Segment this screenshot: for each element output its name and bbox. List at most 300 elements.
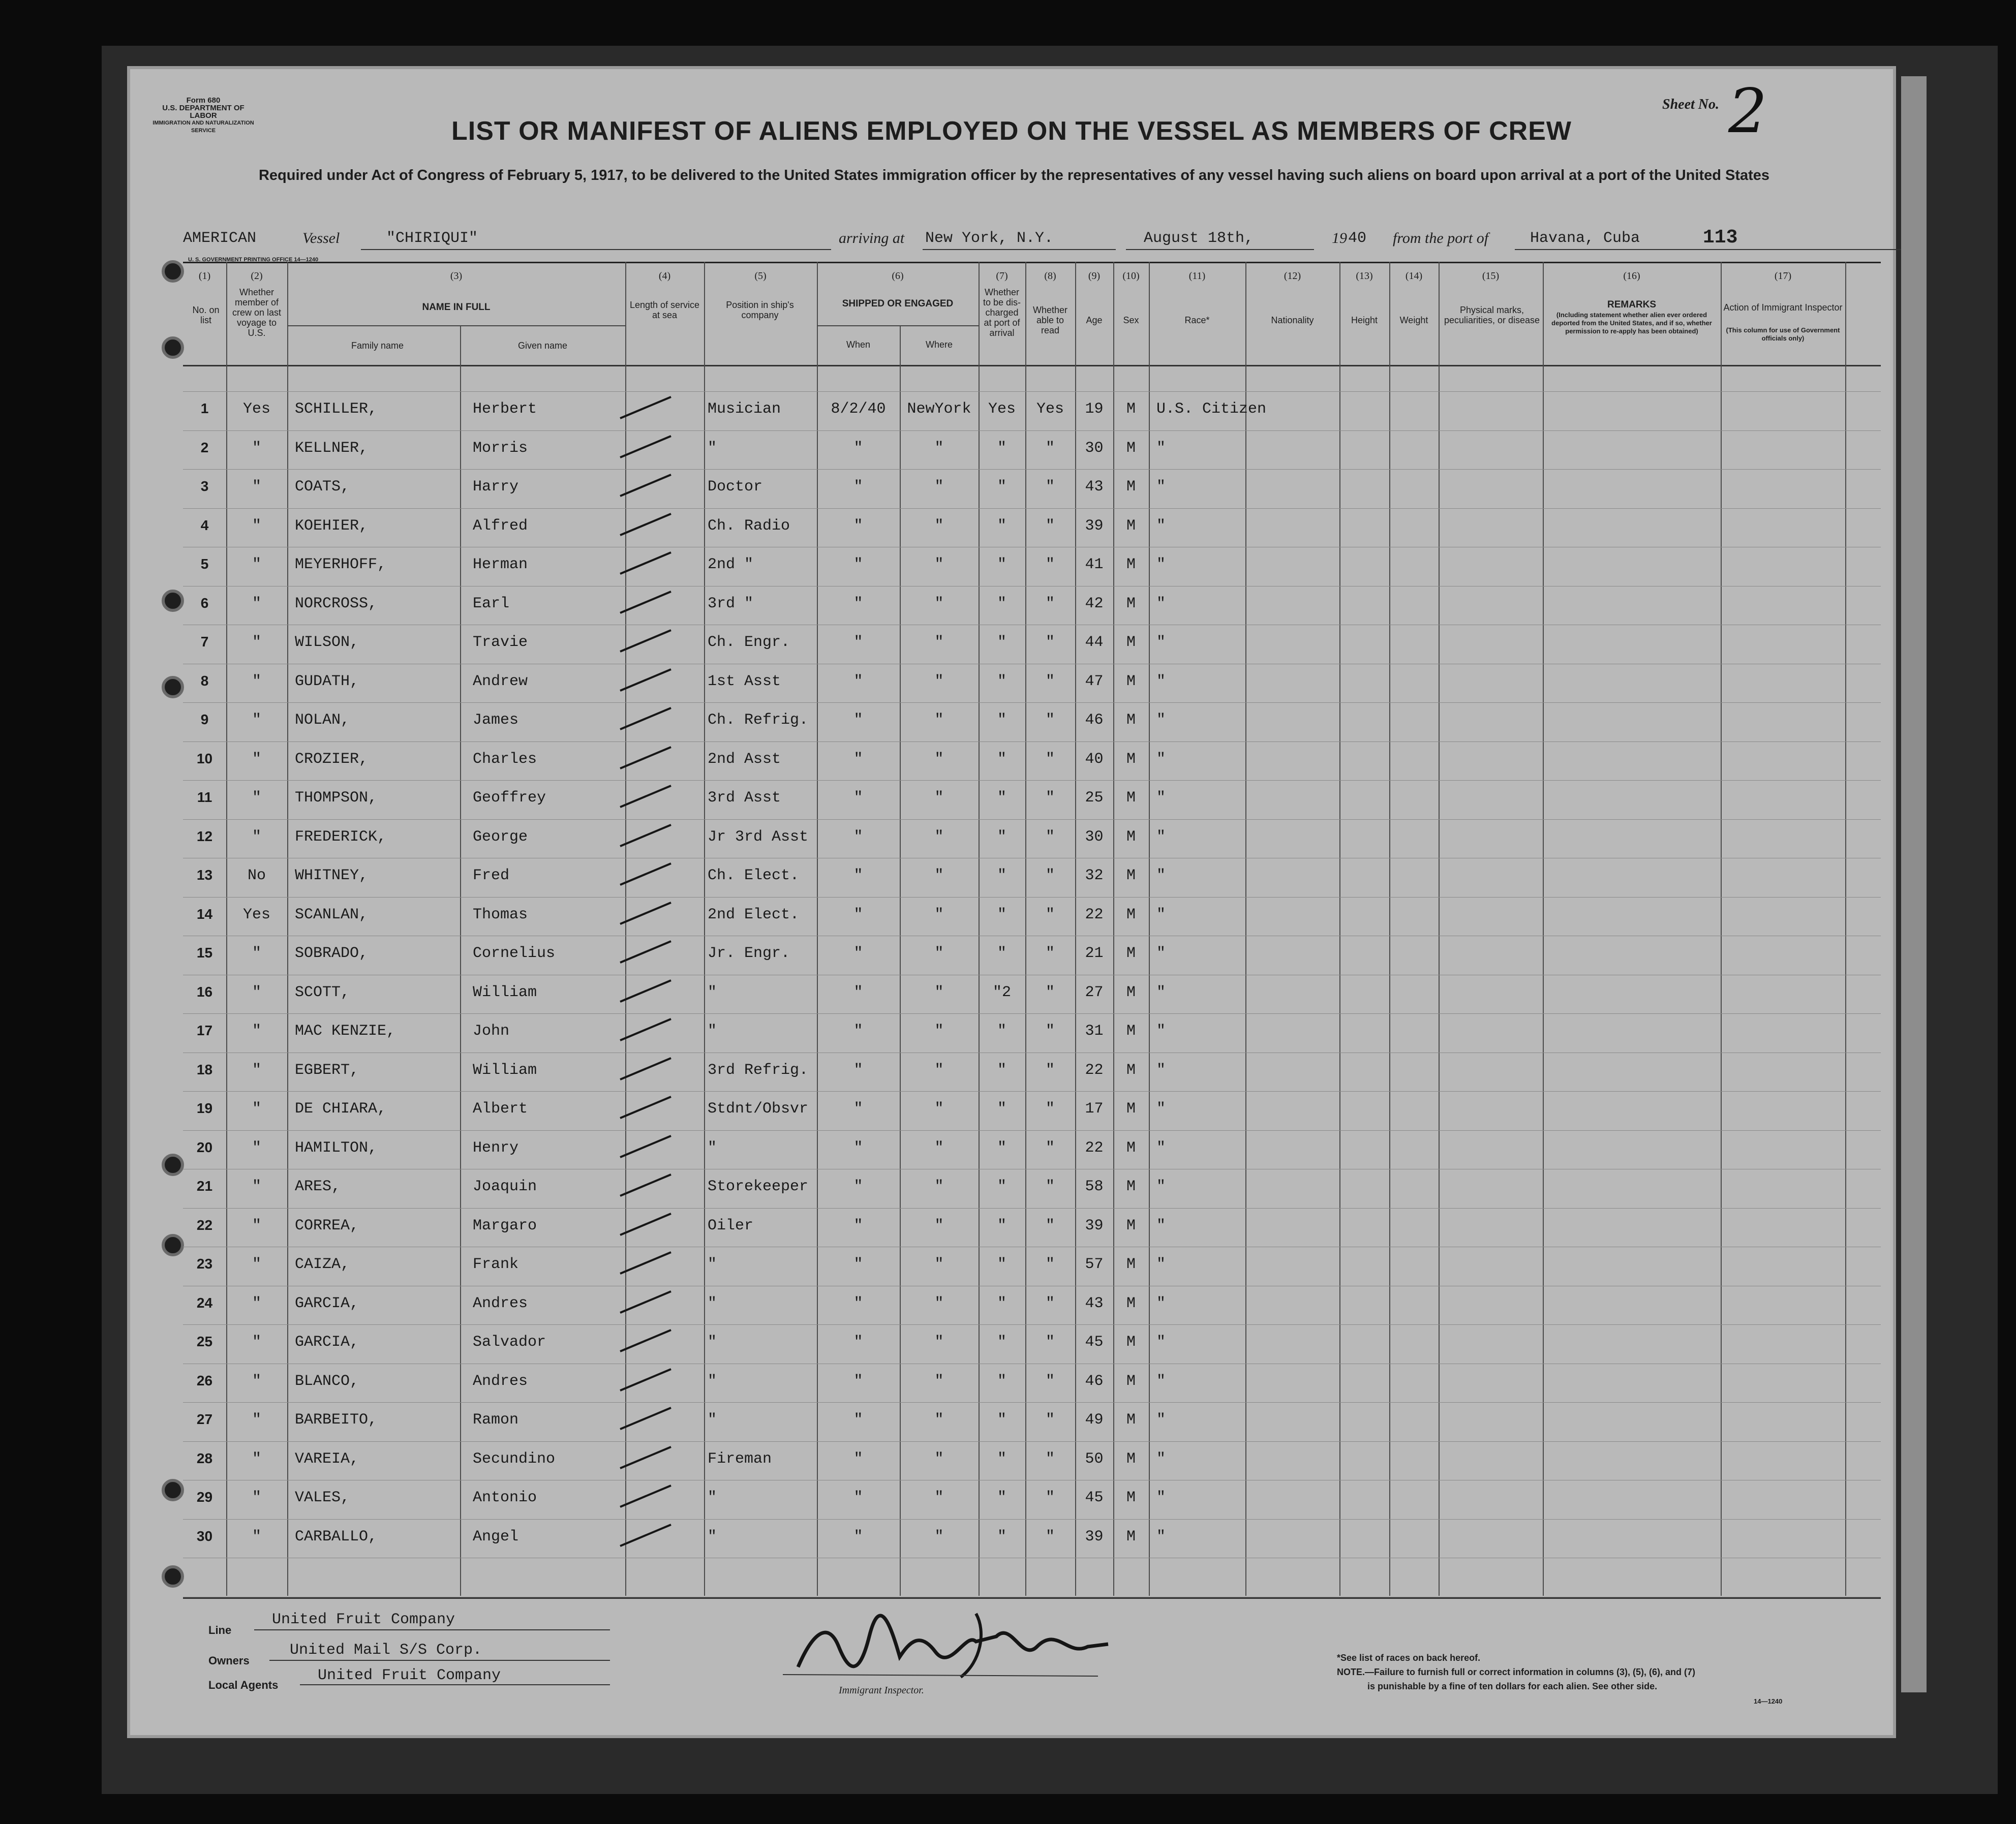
cell-family: WILSON, <box>295 634 359 651</box>
cell-age: 43 <box>1085 478 1104 496</box>
column-number: (4) <box>658 270 671 282</box>
cell-disch: " <box>997 1217 1006 1234</box>
cell-member: " <box>252 439 261 457</box>
cell-disch: " <box>997 1372 1006 1390</box>
cell-given: Morris <box>473 439 528 457</box>
column-rule <box>1845 262 1846 1596</box>
cell-family: BLANCO, <box>295 1372 359 1390</box>
service-check-mark <box>615 1054 676 1085</box>
cell-age: 27 <box>1085 983 1104 1001</box>
cell-when: " <box>853 517 863 535</box>
cell-age: 46 <box>1085 1372 1104 1390</box>
cell-member: " <box>252 478 261 496</box>
cell-race: " <box>1156 828 1166 846</box>
cell-member: " <box>252 1217 261 1234</box>
cell-read: " <box>1045 672 1055 690</box>
column-number: (7) <box>996 270 1008 282</box>
cell-member: " <box>252 595 261 612</box>
cell-when: 8/2/40 <box>831 400 886 418</box>
cell-given: Henry <box>473 1139 519 1157</box>
cell-where: " <box>934 1061 944 1079</box>
cell-race: " <box>1156 1217 1166 1234</box>
cell-age: 22 <box>1085 906 1104 923</box>
cell-age: 17 <box>1085 1100 1104 1118</box>
cell-member: Yes <box>242 906 270 923</box>
cell-when: " <box>853 945 863 962</box>
column-number: (8) <box>1044 270 1056 282</box>
inspector-label: Immigrant Inspector. <box>839 1685 924 1696</box>
cell-where: " <box>934 439 944 457</box>
cell-position: " <box>708 1489 717 1506</box>
row-rule <box>183 897 1881 898</box>
row-rule <box>183 741 1881 742</box>
header-remarks: REMARKS <box>1607 299 1657 310</box>
column-rule <box>1389 262 1390 1596</box>
cell-where: " <box>934 1217 944 1234</box>
cell-disch: " <box>997 712 1006 729</box>
header-age: Age <box>1086 315 1103 325</box>
row-rule <box>183 469 1881 470</box>
cell-sex: M <box>1126 867 1136 884</box>
binder-hole <box>162 1479 184 1501</box>
cell-when: " <box>853 634 863 651</box>
cell-disch: " <box>997 867 1006 884</box>
header-action: Action of Immigrant Inspector <box>1723 302 1843 313</box>
header-able-to-read: Whether able to read <box>1032 305 1068 335</box>
row-rule <box>183 391 1881 392</box>
row-rule <box>183 1441 1881 1442</box>
cell-disch: " <box>997 789 1006 807</box>
cell-given: William <box>473 983 537 1001</box>
cell-position: " <box>708 1372 717 1390</box>
cell-given: Travie <box>473 634 528 651</box>
cell-no: 10 <box>196 750 213 766</box>
cell-family: DE CHIARA, <box>295 1100 387 1118</box>
column-number: (14) <box>1405 270 1423 282</box>
cell-position: Storekeeper <box>708 1178 809 1195</box>
cell-position: Fireman <box>708 1450 772 1468</box>
cell-family: CAIZA, <box>295 1256 350 1273</box>
cell-position: " <box>708 1139 717 1157</box>
cell-when: " <box>853 906 863 923</box>
cell-position: 3rd Asst <box>708 789 781 807</box>
column-number: (9) <box>1088 270 1101 282</box>
cell-read: " <box>1045 1334 1055 1351</box>
service-check-mark <box>615 626 676 657</box>
cell-race: " <box>1156 1411 1166 1429</box>
header-action-note: (This column for use of Government officials only) <box>1726 326 1840 342</box>
cell-where: " <box>934 1334 944 1351</box>
cell-disch: Yes <box>988 400 1016 418</box>
cell-sex: M <box>1126 556 1136 573</box>
cell-disch: " <box>997 517 1006 535</box>
cell-age: 21 <box>1085 945 1104 962</box>
cell-sex: M <box>1126 906 1136 923</box>
cell-sex: M <box>1126 478 1136 496</box>
cell-no: 23 <box>196 1256 213 1272</box>
page-edge <box>1901 76 1927 1692</box>
column-rule <box>1075 262 1076 1596</box>
form-number: Form 680 <box>186 96 221 105</box>
cell-member: No <box>247 867 266 884</box>
cell-sex: M <box>1126 945 1136 962</box>
cell-age: 39 <box>1085 517 1104 535</box>
binder-hole <box>162 260 184 283</box>
cell-position: 2nd Elect. <box>708 906 800 923</box>
cell-when: " <box>853 712 863 729</box>
cell-given: Andres <box>473 1372 528 1390</box>
cell-given: Thomas <box>473 906 528 923</box>
cell-race: " <box>1156 712 1166 729</box>
cell-no: 21 <box>196 1178 213 1194</box>
cell-when: " <box>853 478 863 496</box>
cell-given: Albert <box>473 1100 528 1118</box>
cell-where: " <box>934 478 944 496</box>
cell-sex: M <box>1126 672 1136 690</box>
cell-no: 13 <box>196 867 213 883</box>
cell-sex: M <box>1126 1023 1136 1040</box>
cell-sex: M <box>1126 1528 1136 1545</box>
cell-member: " <box>252 1178 261 1195</box>
cell-disch: " <box>997 478 1006 496</box>
cell-position: Ch. Engr. <box>708 634 790 651</box>
cell-sex: M <box>1126 1100 1136 1118</box>
cell-where: " <box>934 1450 944 1468</box>
cell-family: NOLAN, <box>295 712 350 729</box>
service-check-mark <box>615 937 676 968</box>
cell-age: 50 <box>1085 1450 1104 1468</box>
cell-sex: M <box>1126 517 1136 535</box>
cell-when: " <box>853 1139 863 1157</box>
cell-family: VAREIA, <box>295 1450 359 1468</box>
service-check-mark <box>615 1093 676 1123</box>
cell-where: " <box>934 1023 944 1040</box>
cell-member: " <box>252 1139 261 1157</box>
year-suffix: 40 <box>1348 230 1367 247</box>
cell-where: " <box>934 1100 944 1118</box>
cell-given: Harry <box>473 478 519 496</box>
cell-where: " <box>934 595 944 612</box>
cell-race: " <box>1156 1100 1166 1118</box>
service-check-mark <box>615 743 676 774</box>
cell-position: " <box>708 1023 717 1040</box>
cell-age: 25 <box>1085 789 1104 807</box>
cell-age: 39 <box>1085 1217 1104 1234</box>
cell-family: KELLNER, <box>295 439 369 457</box>
service-check-mark <box>615 821 676 851</box>
cell-read: " <box>1045 478 1055 496</box>
cell-where: " <box>934 906 944 923</box>
cell-race: " <box>1156 1528 1166 1545</box>
cell-race: " <box>1156 945 1166 962</box>
cell-position: Jr 3rd Asst <box>708 828 809 846</box>
column-rule <box>287 262 288 1596</box>
vessel-info-line <box>183 228 1881 251</box>
cell-where: " <box>934 1528 944 1545</box>
header-position: Position in ship's company <box>726 300 794 320</box>
column-rule <box>226 262 227 1596</box>
cell-member: " <box>252 1023 261 1040</box>
cell-family: EGBERT, <box>295 1061 359 1079</box>
row-rule <box>183 1013 1881 1014</box>
header-given-name: Given name <box>517 341 568 351</box>
agents-label: Local Agents <box>208 1679 279 1691</box>
cell-position: Jr. Engr. <box>708 945 790 962</box>
owners-label: Owners <box>208 1654 250 1667</box>
cell-age: 30 <box>1085 828 1104 846</box>
cell-family: SOBRADO, <box>295 945 369 962</box>
cell-sex: M <box>1126 712 1136 729</box>
cell-when: " <box>853 1334 863 1351</box>
service-check-mark <box>615 510 676 540</box>
cell-disch: " <box>997 1450 1006 1468</box>
cell-age: 39 <box>1085 1528 1104 1545</box>
cell-where: " <box>934 945 944 962</box>
header-physical: Physical marks, peculiarities, or disease <box>1444 305 1540 325</box>
cell-no: 22 <box>196 1217 213 1233</box>
cell-member: " <box>252 983 261 1001</box>
cell-read: " <box>1045 1061 1055 1079</box>
cell-member: " <box>252 828 261 846</box>
cell-read: " <box>1045 1023 1055 1040</box>
row-rule <box>183 1208 1881 1209</box>
header-nationality: Nationality <box>1271 315 1314 325</box>
header-where: Where <box>925 339 953 350</box>
cell-where: " <box>934 867 944 884</box>
service-check-mark <box>615 1326 676 1356</box>
cell-when: " <box>853 556 863 573</box>
cell-given: Cornelius <box>473 945 556 962</box>
cell-where: " <box>934 983 944 1001</box>
cell-position: Stdnt/Obsvr <box>708 1100 809 1118</box>
cell-given: Alfred <box>473 517 528 535</box>
cell-where: " <box>934 1256 944 1273</box>
cell-race: " <box>1156 750 1166 768</box>
cell-read: " <box>1045 1139 1055 1157</box>
cell-position: Musician <box>708 400 781 418</box>
cell-member: " <box>252 517 261 535</box>
cell-position: 3rd " <box>708 595 754 612</box>
cell-race: " <box>1156 906 1166 923</box>
cell-where: " <box>934 1178 944 1195</box>
cell-given: Geoffrey <box>473 789 546 807</box>
cell-race: " <box>1156 867 1166 884</box>
cell-when: " <box>853 1411 863 1429</box>
service-check-mark <box>615 588 676 618</box>
binder-hole <box>162 590 184 612</box>
cell-read: " <box>1045 712 1055 729</box>
cell-given: Herman <box>473 556 528 573</box>
cell-disch: " <box>997 634 1006 651</box>
cell-sex: M <box>1126 828 1136 846</box>
column-number: (1) <box>198 270 211 282</box>
cell-when: " <box>853 750 863 768</box>
cell-sex: M <box>1126 595 1136 612</box>
cell-no: 19 <box>196 1100 213 1116</box>
cell-age: 44 <box>1085 634 1104 651</box>
cell-race: " <box>1156 1178 1166 1195</box>
page-subtitle: Required under Act of Congress of February 5, 1917, to be delivered to the United States immigration officer by the representatives of any vessel having such aliens on board upon arrival at a port of the United States <box>258 167 1770 183</box>
cell-sex: M <box>1126 634 1136 651</box>
cell-no: 17 <box>196 1023 213 1038</box>
cell-family: VALES, <box>295 1489 350 1506</box>
cell-disch: " <box>997 1489 1006 1506</box>
cell-position: " <box>708 1411 717 1429</box>
row-rule <box>183 508 1881 509</box>
cell-read: " <box>1045 1372 1055 1390</box>
cell-given: Fred <box>473 867 510 884</box>
binder-hole <box>162 1154 184 1176</box>
header-name-in-full: NAME IN FULL <box>422 302 491 313</box>
cell-family: SCANLAN, <box>295 906 369 923</box>
binder-hole <box>162 1565 184 1588</box>
cell-when: " <box>853 1217 863 1234</box>
cell-read: " <box>1045 1411 1055 1429</box>
cell-member: " <box>252 945 261 962</box>
service-check-mark <box>615 1481 676 1512</box>
cell-read: " <box>1045 1450 1055 1468</box>
cell-given: James <box>473 712 519 729</box>
column-number: (5) <box>754 270 767 282</box>
cell-sex: M <box>1126 1256 1136 1273</box>
cell-disch: " <box>997 672 1006 690</box>
cell-when: " <box>853 1061 863 1079</box>
cell-disch: " <box>997 1061 1006 1079</box>
cell-when: " <box>853 1178 863 1195</box>
cell-no: 7 <box>200 634 209 650</box>
cell-race: " <box>1156 478 1166 496</box>
header-weight: Weight <box>1399 315 1428 325</box>
cell-where: " <box>934 1294 944 1312</box>
cell-position: " <box>708 1528 717 1545</box>
cell-position: " <box>708 983 717 1001</box>
cell-given: Antonio <box>473 1489 537 1506</box>
cell-age: 46 <box>1085 712 1104 729</box>
cell-where: " <box>934 556 944 573</box>
cell-read: " <box>1045 556 1055 573</box>
cell-where: NewYork <box>907 400 971 418</box>
cell-no: 4 <box>200 517 209 533</box>
cell-when: " <box>853 789 863 807</box>
cell-family: FREDERICK, <box>295 828 387 846</box>
cell-sex: M <box>1126 1294 1136 1312</box>
cell-race: " <box>1156 672 1166 690</box>
from-port-label: from the port of <box>1393 230 1489 246</box>
cell-race: " <box>1156 556 1166 573</box>
cell-given: George <box>473 828 528 846</box>
row-rule <box>183 430 1881 431</box>
column-number: (3) <box>450 270 463 282</box>
crew-table <box>183 262 1881 1599</box>
row-rule <box>183 702 1881 703</box>
binder-hole <box>162 336 184 359</box>
cell-age: 19 <box>1085 400 1104 418</box>
column-rule <box>704 262 705 1596</box>
header-shipped: SHIPPED OR ENGAGED <box>842 298 954 309</box>
cell-no: 18 <box>196 1061 213 1077</box>
fine-note-2: is punishable by a fine of ten dollars for each alien. See other side. <box>1367 1681 1658 1691</box>
column-number: (6) <box>892 270 904 282</box>
service-check-mark <box>615 393 676 423</box>
service-check-mark <box>615 1210 676 1240</box>
cell-member: " <box>252 1528 261 1545</box>
cell-read: " <box>1045 1178 1055 1195</box>
cell-no: 28 <box>196 1450 213 1466</box>
cell-sex: M <box>1126 1372 1136 1390</box>
races-note: *See list of races on back hereof. <box>1337 1653 1481 1663</box>
column-rule <box>817 262 818 1596</box>
cell-member: " <box>252 1061 261 1079</box>
cell-when: " <box>853 1450 863 1468</box>
cell-disch: " <box>997 1528 1006 1545</box>
column-rule <box>460 325 461 1596</box>
cell-given: Earl <box>473 595 510 612</box>
cell-read: " <box>1045 945 1055 962</box>
cell-age: 40 <box>1085 750 1104 768</box>
cell-race: " <box>1156 1061 1166 1079</box>
cell-member: " <box>252 789 261 807</box>
cell-race: " <box>1156 439 1166 457</box>
cell-member: Yes <box>242 400 270 418</box>
cell-read: " <box>1045 1489 1055 1506</box>
cell-member: " <box>252 1411 261 1429</box>
cell-when: " <box>853 867 863 884</box>
cell-when: " <box>853 1023 863 1040</box>
cell-position: 1st Asst <box>708 672 781 690</box>
cell-member: " <box>252 1256 261 1273</box>
cell-disch: " <box>997 556 1006 573</box>
cell-where: " <box>934 789 944 807</box>
cell-disch: " <box>997 1334 1006 1351</box>
column-number: (11) <box>1188 270 1206 282</box>
cell-no: 27 <box>196 1411 213 1427</box>
row-rule <box>183 1324 1881 1325</box>
cell-age: 30 <box>1085 439 1104 457</box>
cell-race: " <box>1156 1489 1166 1506</box>
cell-race: " <box>1156 1256 1166 1273</box>
arriving-label: arriving at <box>839 230 905 246</box>
cell-position: " <box>708 439 717 457</box>
cell-no: 12 <box>196 828 213 844</box>
cell-position: " <box>708 1256 717 1273</box>
cell-family: KOEHIER, <box>295 517 369 535</box>
cell-sex: M <box>1126 1061 1136 1079</box>
service-check-mark <box>615 859 676 890</box>
column-rule <box>1025 262 1026 1596</box>
column-rule <box>1543 262 1544 1596</box>
cell-disch: " <box>997 1294 1006 1312</box>
cell-when: " <box>853 983 863 1001</box>
cell-family: GARCIA, <box>295 1294 359 1312</box>
cell-given: Andres <box>473 1294 528 1312</box>
column-rule <box>1245 262 1246 1596</box>
cell-given: Margaro <box>473 1217 537 1234</box>
cell-age: 41 <box>1085 556 1104 573</box>
owners-value: United Mail S/S Corp. <box>290 1642 482 1659</box>
sheet-number-label: Sheet No. <box>1662 97 1719 112</box>
cell-where: " <box>934 1489 944 1506</box>
cell-family: GARCIA, <box>295 1334 359 1351</box>
cell-read: " <box>1045 1100 1055 1118</box>
binder-hole <box>162 676 184 698</box>
cell-when: " <box>853 439 863 457</box>
cell-no: 30 <box>196 1528 213 1544</box>
cell-age: 43 <box>1085 1294 1104 1312</box>
cell-family: CORREA, <box>295 1217 359 1234</box>
cell-where: " <box>934 712 944 729</box>
cell-given: Secundino <box>473 1450 556 1468</box>
row-rule <box>183 1091 1881 1092</box>
